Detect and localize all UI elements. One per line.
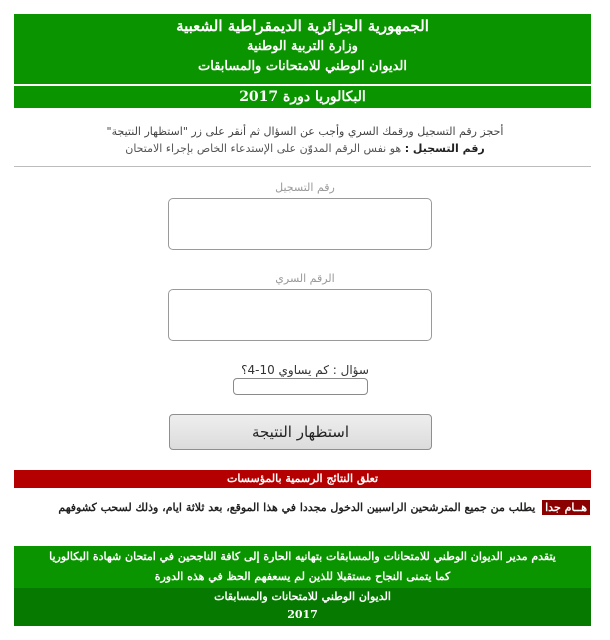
divider — [14, 166, 591, 167]
session-title: البكالوريا دورة 2017 — [14, 86, 591, 108]
registration-input[interactable] — [168, 198, 432, 250]
page-footer — [14, 546, 591, 626]
captcha-answer-input[interactable] — [233, 378, 368, 395]
registration-note-text: هو نفس الرقم المدوّن على الإستدعاء الخاص بإجراء الامتحان — [125, 142, 402, 155]
secret-input[interactable] — [168, 289, 432, 341]
ministry-title: وزارة التربية الوطنية — [247, 39, 358, 54]
registration-note — [0, 142, 610, 155]
footer-year: 2017 — [287, 608, 318, 621]
footer-congrats: يتقدم مدير الديوان الوطني للامتحانات والمسابقات بتهانيه الحارة إلى كافة الناجحين في امتحان شهادة البكالوريا — [49, 550, 556, 563]
registration-label: رقم التسجيل — [275, 181, 335, 194]
footer-office: الديوان الوطني للامتحانات والمسابقات — [214, 590, 391, 603]
registration-note-label: رقم التسجيل : — [404, 142, 485, 155]
office-title: الديوان الوطني للامتحانات والمسابقات — [198, 59, 407, 74]
important-notice — [20, 501, 590, 514]
republic-title: الجمهورية الجزائرية الديمقراطية الشعبية — [176, 17, 429, 35]
official-results-banner: تعلق النتائج الرسمية بالمؤسسات — [14, 470, 591, 488]
secret-label: الرقم السري — [275, 272, 335, 285]
page-header — [14, 14, 591, 84]
show-result-button[interactable]: استظهار النتيجة — [169, 414, 432, 450]
important-badge: هــام جدا — [542, 500, 590, 515]
instructions-text: أحجز رقم التسجيل ورقمك السري وأجب عن السؤال ثم أنقر على زر "استظهار النتيجة" — [106, 125, 504, 138]
notice-text: يطلب من جميع المترشحين الراسبين الدخول مجددا في هذا الموقع، بعد ثلاثة ايام، وذلك لسحب كشوفهم — [58, 501, 536, 514]
captcha-question: سؤال : كم يساوي 10-4؟ — [241, 363, 369, 377]
footer-wish: كما يتمنى النجاح مستقبلا للذين لم يسعفهم الحظ في هذه الدورة — [154, 570, 451, 583]
